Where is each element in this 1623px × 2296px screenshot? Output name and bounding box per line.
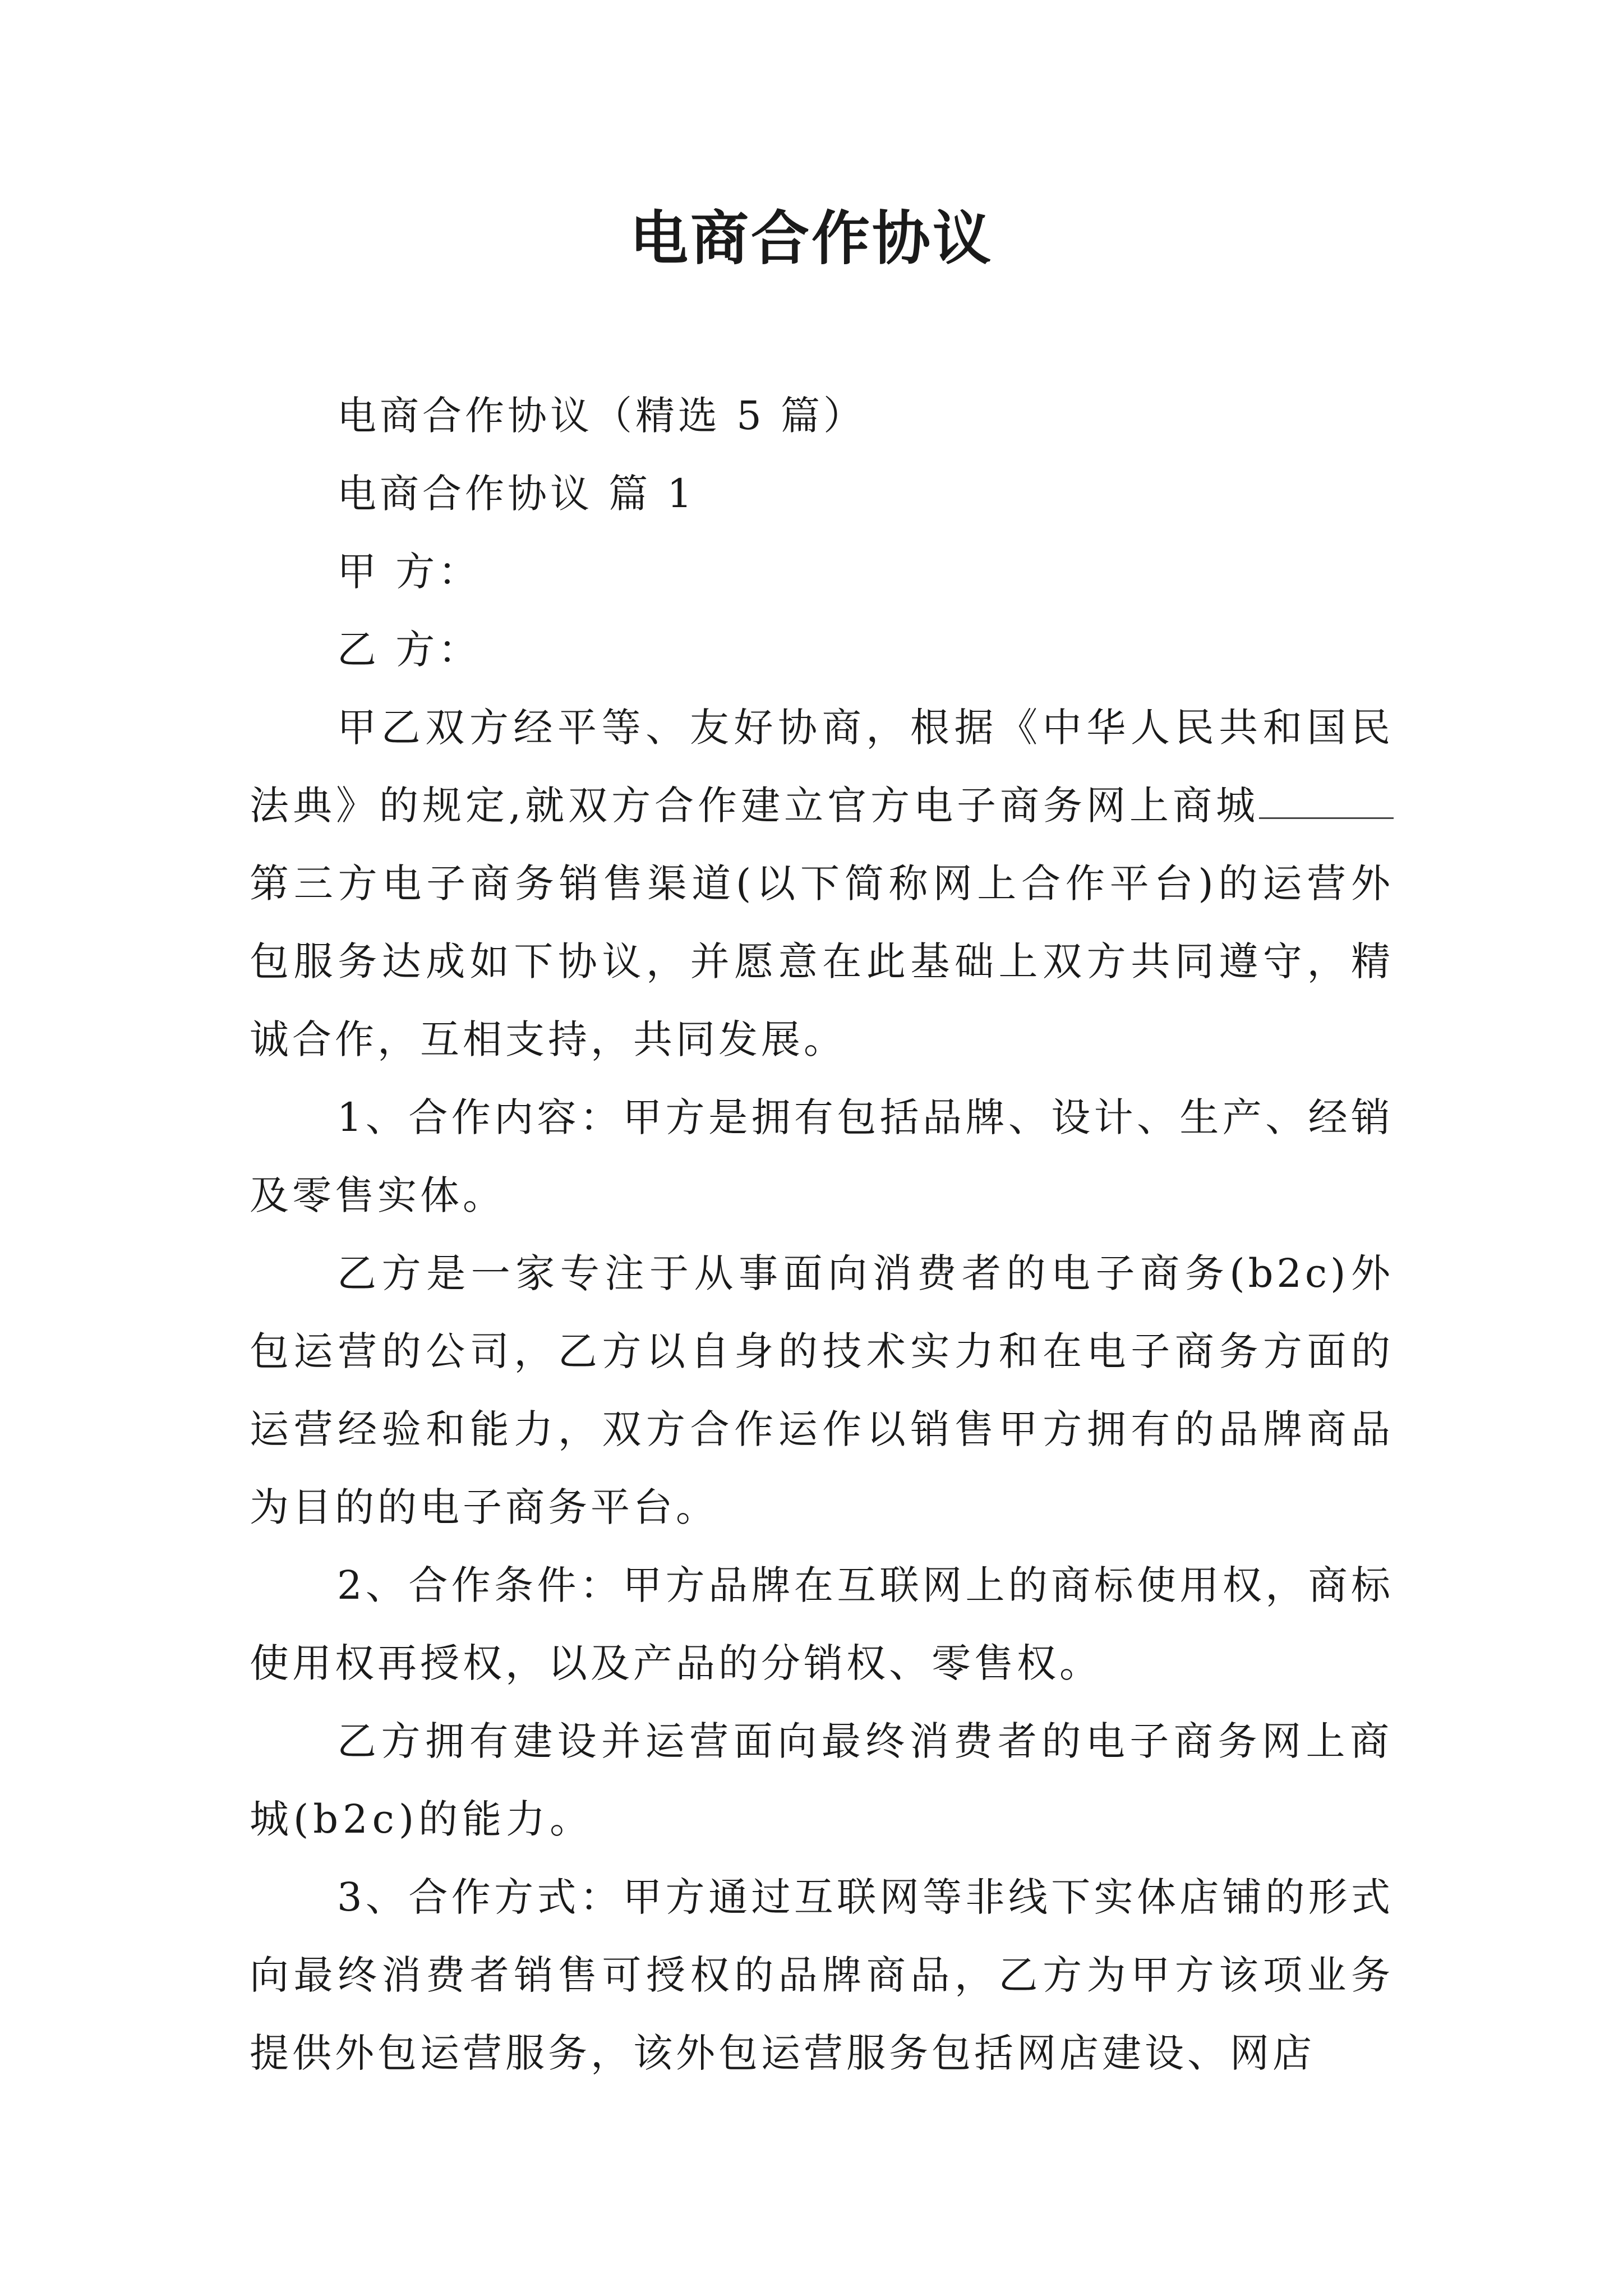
document-body <box>250 377 1394 2092</box>
clause-2-paragraph: 2、合作条件：甲方品牌在互联网上的商标使用权，商标使用权再授权，以及产品的分销权、零售权。 <box>250 1562 1394 1686</box>
clause-2-detail-paragraph: 乙方拥有建设并运营面向最终消费者的电子商务网上商城(b2c)的能力。 <box>250 1718 1394 1842</box>
document-title: 电商合作协议 <box>629 204 993 273</box>
preamble-text-part2: 第三方电子商务销售渠道(以下简称网上合作平台)的运营外包服务达成如下协议，并愿意在此基础上双方共同遵守，精诚合作，互相支持，共同发展。 <box>250 861 1394 1062</box>
party-a-line: 甲 方： <box>337 549 481 595</box>
preamble-paragraph <box>250 689 1394 1079</box>
preamble-text-part1: 甲乙双方经平等、友好协商，根据《中华人民共和国民法典》的规定,就双方合作建立官方电子商务网上商城 <box>250 705 1394 829</box>
party-b-line: 乙 方： <box>337 627 481 673</box>
fill-in-blank <box>1259 784 1394 819</box>
subtitle: 电商合作协议（精选 5 篇） <box>337 393 866 439</box>
article-heading: 电商合作协议 篇 1 <box>337 471 696 517</box>
clause-1-detail-paragraph: 乙方是一家专注于从事面向消费者的电子商务(b2c)外包运营的公司，乙方以自身的技术实力和在电子商务方面的运营经验和能力，双方合作运作以销售甲方拥有的品牌商品为目的的电子商务平台。 <box>250 1250 1394 1530</box>
clause-1-paragraph: 1、合作内容：甲方是拥有包括品牌、设计、生产、经销及零售实体。 <box>250 1094 1394 1218</box>
clause-3-paragraph: 3、合作方式：甲方通过互联网等非线下实体店铺的形式向最终消费者销售可授权的品牌商品，乙方为甲方该项业务提供外包运营服务，该外包运营服务包括网店建设、网店 <box>250 1874 1394 2076</box>
